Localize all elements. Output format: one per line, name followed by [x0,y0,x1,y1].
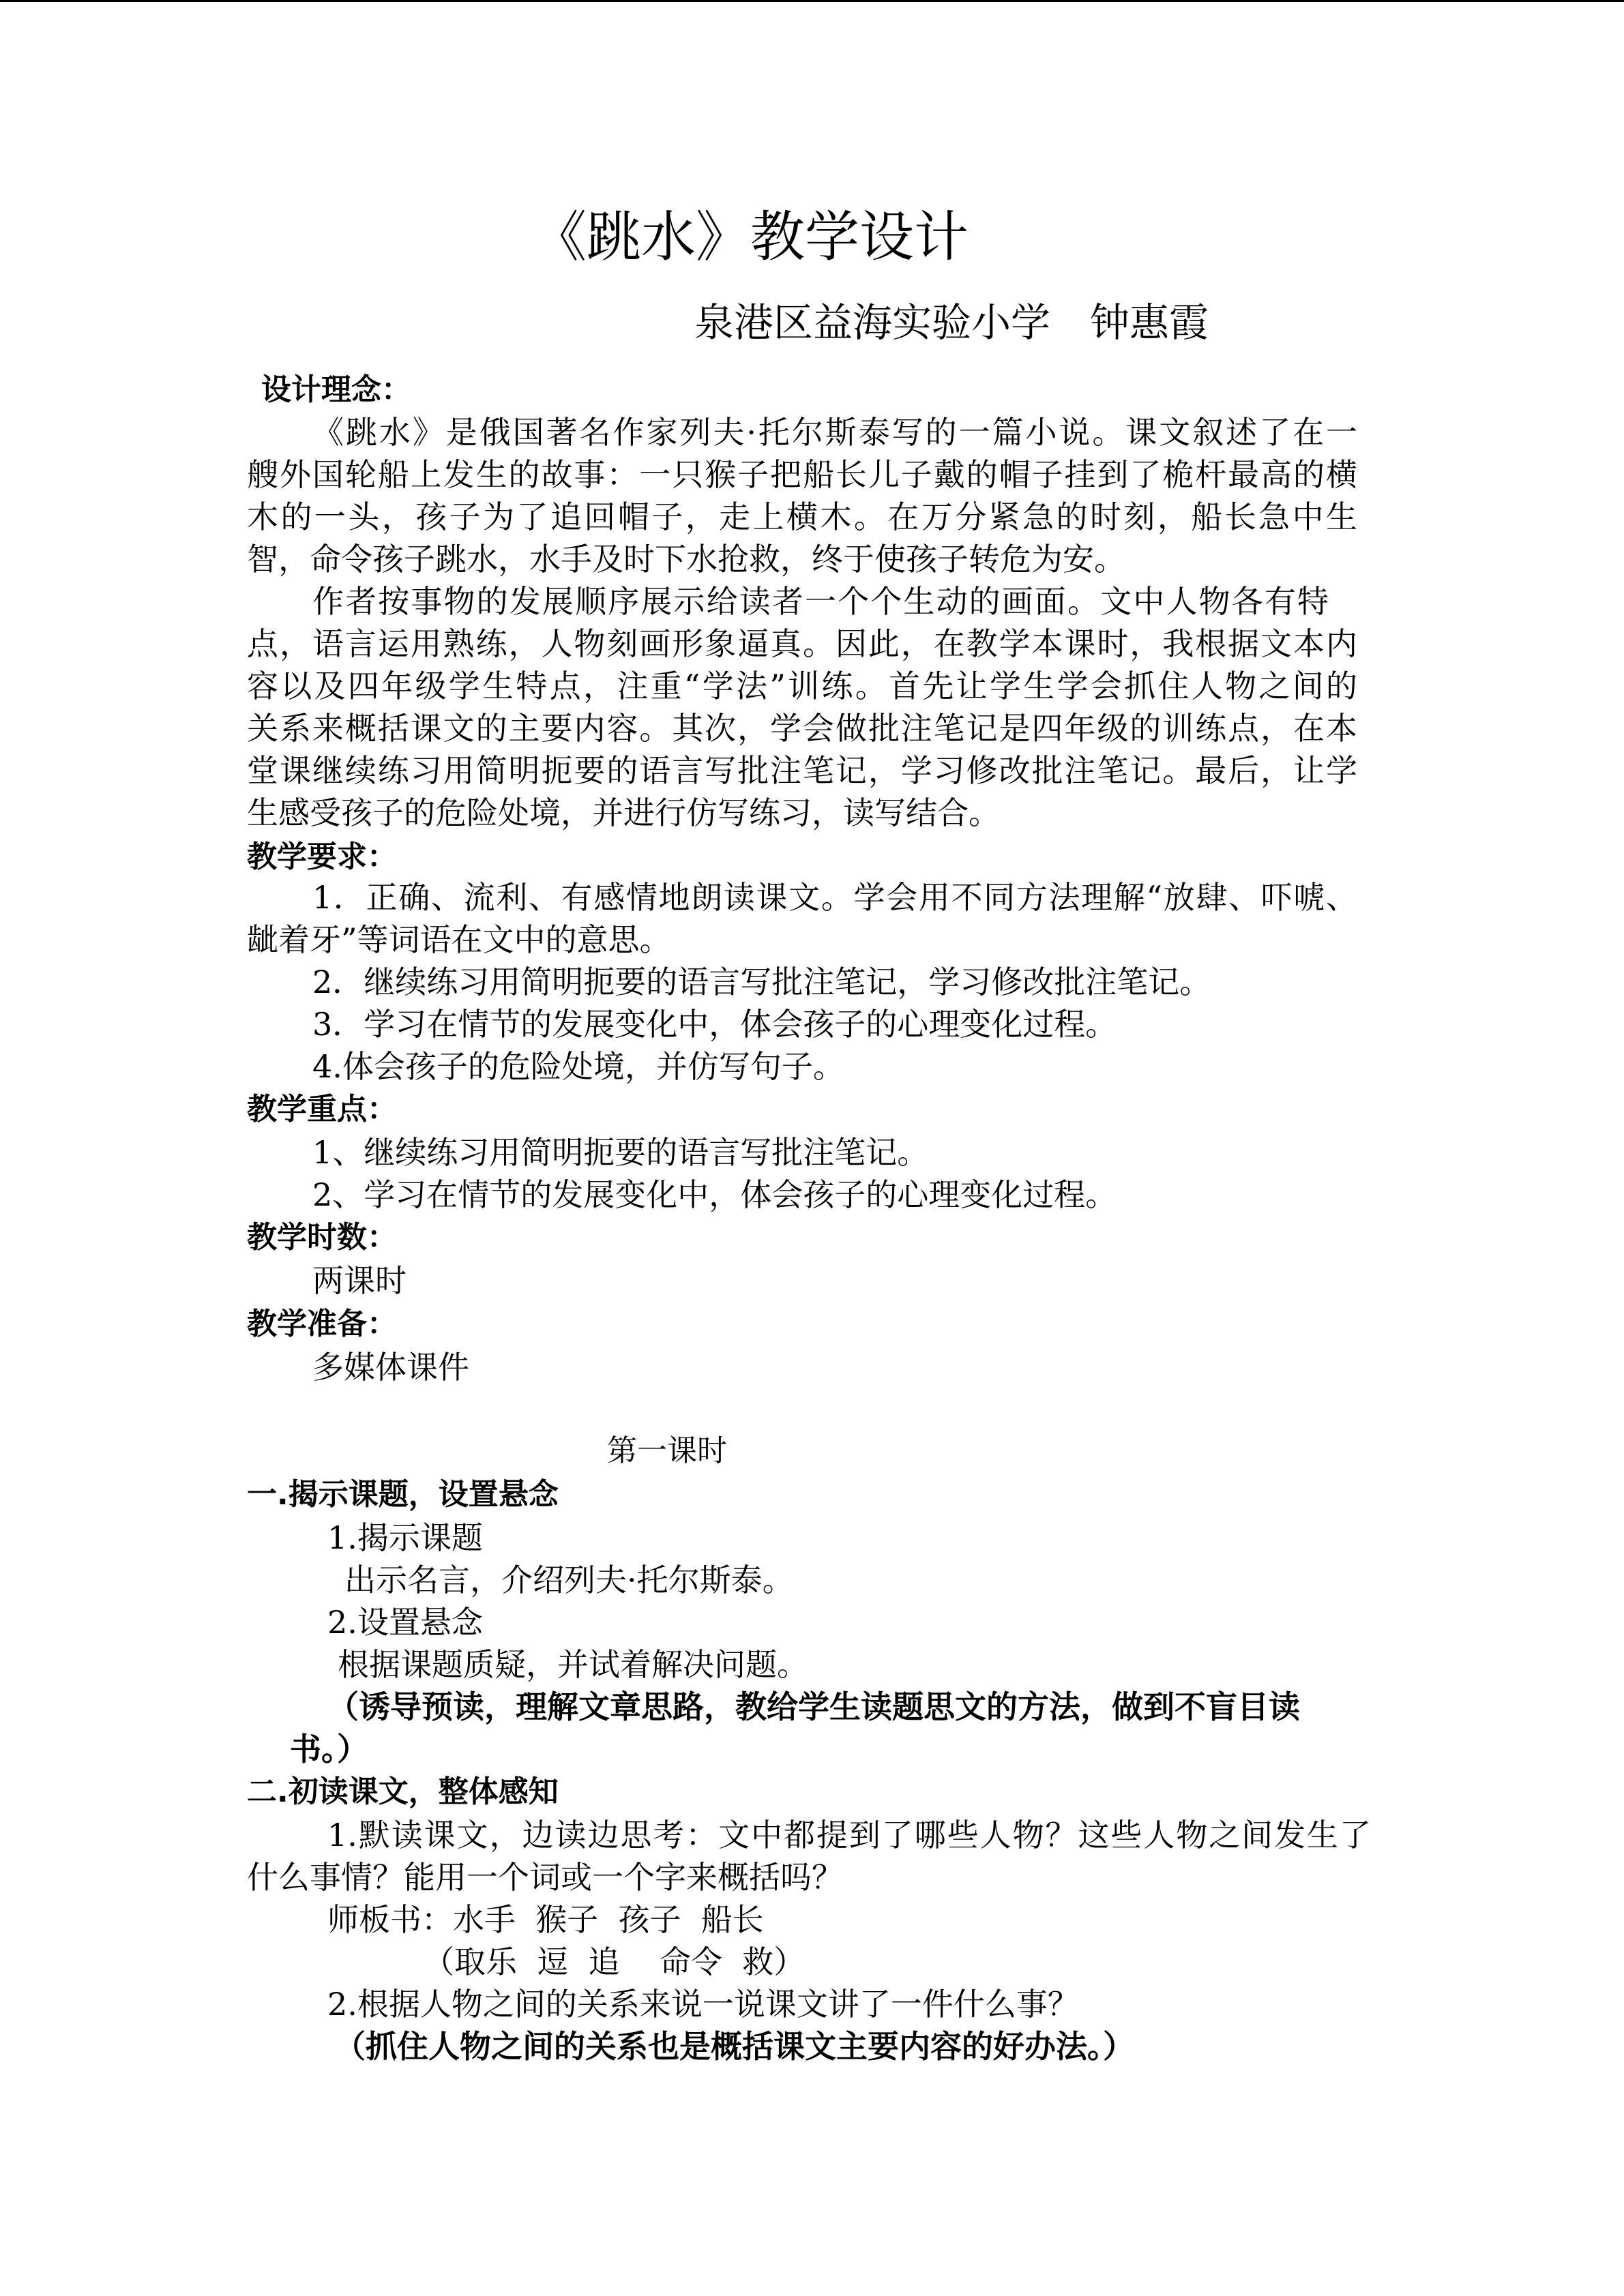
concept-para1-line3: 木的一头，孩子为了追回帽子，走上横木。在万分紧急的时刻，船长急中生 [247,498,1357,535]
key-point-item1: 1、继续练习用简明扼要的语言写批注笔记。 [312,1134,929,1171]
concept-para2-line4: 关系来概括课文的主要内容。其次，学会做批注笔记是四年级的训练点，在本 [247,710,1357,747]
requirements-heading: 教学要求： [247,839,397,874]
hours-value: 两课时 [312,1262,407,1299]
part1-step2: 2.设置悬念 [327,1604,483,1641]
part2-board-actions: （取乐 逗 追 命令 救） [423,1943,806,1980]
page-top-border [0,0,1624,2]
part1-step2-text: 根据课题质疑，并试着解决问题。 [338,1646,808,1683]
concept-para2-line2: 点，语言运用熟练，人物刻画形象逼真。因此，在教学本课时，我根据文本内 [247,625,1357,662]
key-point-item2: 2、学习在情节的发展变化中，体会孩子的心理变化过程。 [312,1176,1117,1213]
part1-note-line2: 书。） [290,1731,368,1768]
concept-para2-line3: 容以及四年级学生特点，注重“学法”训练。首先让学生学会抓住人物之间的 [247,668,1357,704]
hours-heading: 教学时数： [247,1220,397,1255]
part1-note-line1: （诱导预读，理解文章思路，教给学生读题思文的方法，做到不盲目读 [327,1688,1300,1725]
part1-step1: 1.揭示课题 [327,1519,483,1556]
design-concept-heading: 设计理念： [261,372,411,407]
key-points-heading: 教学重点： [247,1092,397,1127]
part2-step2: 2.根据人物之间的关系来说一说课文讲了一件什么事？ [327,1986,1079,2023]
preparation-heading: 教学准备： [247,1307,397,1341]
part1-step1-text: 出示名言，介绍列夫·托尔斯泰。 [344,1562,794,1598]
concept-para2-line6: 生感受孩子的危险处境，并进行仿写练习，读写结合。 [247,794,1000,831]
concept-para1-line2: 艘外国轮船上发生的故事：一只猴子把船长儿子戴的帽子挂到了桅杆最高的横 [247,456,1357,493]
part2-heading: 二.初读课文，整体感知 [247,1774,559,1809]
part2-step1-line2: 什么事情？能用一个词或一个字来概括吗？ [247,1859,843,1896]
requirement-item3: 3．学习在情节的发展变化中，体会孩子的心理变化过程。 [312,1006,1117,1043]
concept-para2-line5: 堂课继续练习用简明扼要的语言写批注笔记，学习修改批注笔记。最后，让学 [247,752,1357,789]
part2-board: 师板书：水手 猴子 孩子 船长 [327,1901,764,1938]
page-title: 《跳水》教学设计 [532,205,969,269]
lesson1-label: 第一课时 [607,1433,727,1468]
part2-note: （抓住人物之间的关系也是概括课文主要内容的好办法。） [334,2028,1134,2065]
requirement-item4: 4.体会孩子的危险处境，并仿写句子。 [312,1048,844,1085]
requirement-item1-line1: 1．正确、流利、有感情地朗读课文。学会用不同方法理解“放肆、吓唬、 [312,879,1357,916]
preparation-value: 多媒体课件 [312,1349,469,1386]
requirement-item2: 2．继续练习用简明扼要的语言写批注笔记，学习修改批注笔记。 [312,964,1211,1000]
author-line: 泉港区益海实验小学 钟惠霞 [694,299,1209,346]
requirement-item1-line2: 龇着牙”等词语在文中的意思。 [247,921,671,958]
part2-step1-line1: 1.默读课文，边读边思考：文中都提到了哪些人物？这些人物之间发生了 [327,1817,1371,1853]
concept-para2-line1: 作者按事物的发展顺序展示给读者一个个生动的画面。文中人物各有特 [312,583,1329,620]
concept-para1-line4: 智，命令孩子跳水，水手及时下水抢救，终于使孩子转危为安。 [247,541,1125,578]
part1-heading: 一.揭示课题，设置悬念 [247,1477,559,1512]
concept-para1-line1: 《跳水》是俄国著名作家列夫·托尔斯泰写的一篇小说。课文叙述了在一 [312,414,1357,451]
